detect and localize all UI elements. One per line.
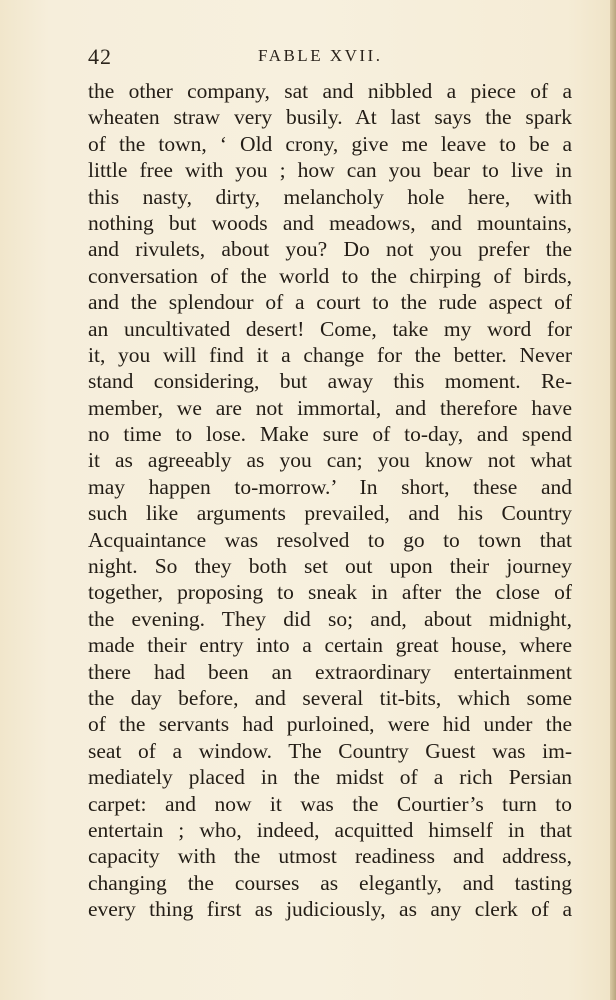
text-line: member, we are not immortal, and therefore have	[88, 395, 572, 420]
text-line: it as agreeably as you can; you know not what	[88, 448, 572, 473]
text-line: the day before, and several tit-bits, which some	[88, 685, 572, 710]
running-head: FABLE XVII.	[258, 46, 383, 65]
text-line: made their entry into a certain great house, where	[88, 633, 572, 658]
text-line: capacity with the utmost readiness and address,	[88, 844, 572, 869]
text-line: seat of a window. The Country Guest was im-	[88, 738, 572, 763]
text-line: no time to lose. Make sure of to-day, and spend	[88, 422, 572, 447]
text-line: conversation of the world to the chirping of birds,	[88, 263, 572, 288]
page-number: 42	[88, 44, 112, 69]
text-line: stand considering, but away this moment. Re-	[88, 369, 572, 394]
text-line: the evening. They did so; and, about midnight,	[88, 606, 572, 631]
text-line: nothing but woods and meadows, and mountains,	[88, 210, 572, 235]
text-line: carpet: and now it was the Courtier’s turn to	[88, 791, 572, 816]
body-text	[88, 78, 572, 923]
text-line: this nasty, dirty, melancholy hole here, with	[88, 184, 572, 209]
text-line: together, proposing to sneak in after the close of	[88, 580, 572, 605]
page-edge	[610, 0, 616, 1000]
text-line: an uncultivated desert! Come, take my word for	[88, 316, 572, 341]
text-line: such like arguments prevailed, and his Country	[88, 501, 572, 526]
text-line: of the servants had purloined, were hid under the	[88, 712, 572, 737]
text-line: mediately placed in the midst of a rich Persian	[88, 765, 572, 790]
text-line: changing the courses as elegantly, and tasting	[88, 870, 572, 895]
text-line: the other company, sat and nibbled a piece of a	[88, 79, 572, 103]
page-header	[88, 44, 572, 74]
text-line: little free with you ; how can you bear to live in	[88, 158, 572, 183]
text-line: every thing first as judiciously, as any clerk of a	[88, 897, 572, 922]
text-line: Acquaintance was resolved to go to town that	[88, 527, 572, 552]
text-line: night. So they both set out upon their journey	[88, 554, 572, 579]
text-line: of the town, ‘ Old crony, give me leave to be a	[88, 131, 572, 156]
text-line: there had been an extraordinary entertainment	[88, 659, 572, 684]
text-line: and rivulets, about you? Do not you prefer the	[88, 237, 572, 262]
text-line: it, you will find it a change for the better. Never	[88, 342, 572, 367]
text-line: entertain ; who, indeed, acquitted himself in that	[88, 817, 572, 842]
text-line: wheaten straw very busily. At last says the spark	[88, 105, 572, 130]
text-line: and the splendour of a court to the rude aspect of	[88, 290, 572, 315]
text-line: may happen to-morrow.’ In short, these and	[88, 474, 572, 499]
